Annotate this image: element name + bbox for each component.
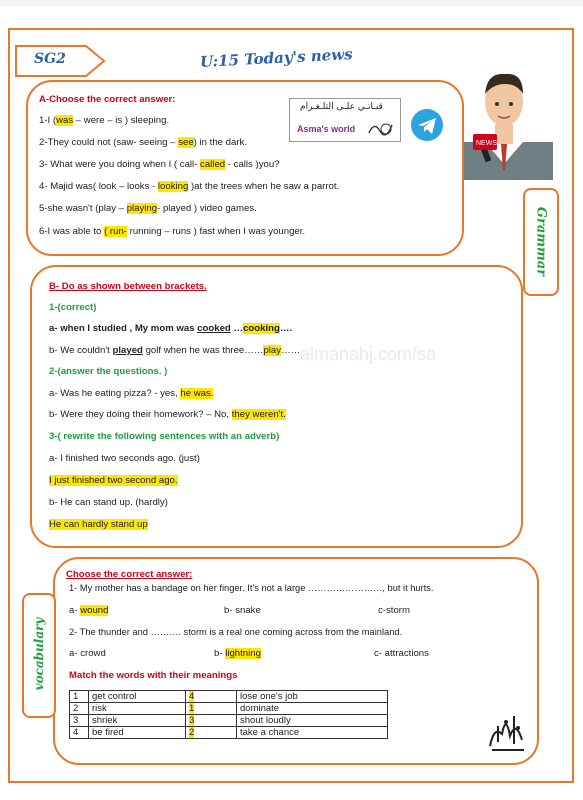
question-a3: [39, 159, 280, 170]
answer-highlight: playing: [126, 203, 158, 214]
answer-cell: [186, 691, 237, 703]
q-text: 6-I was able to: [39, 226, 105, 237]
meaning-cell: take a chance: [237, 727, 388, 739]
section-b-sub2: 2-(answer the questions. ): [49, 366, 168, 377]
underlined-error: cooked: [197, 323, 231, 334]
answer-cell: [186, 715, 237, 727]
question-b2b: [49, 409, 286, 420]
row-number: 4: [70, 727, 89, 739]
question-b1b: [49, 345, 300, 356]
header-tag-text: SG2: [34, 51, 66, 67]
q-text: 1-I (: [39, 115, 57, 126]
option-c1-b: b- snake: [224, 605, 261, 616]
news-reporter-illustration: [455, 64, 553, 180]
match-table: [69, 690, 388, 739]
question-a2: [39, 137, 247, 148]
answer-highlight: see: [178, 137, 194, 148]
question-b2a: [49, 388, 213, 399]
word-cell: risk: [89, 703, 186, 715]
watermark: almanahj.com/sa: [300, 344, 437, 364]
q-text: ….: [279, 323, 293, 334]
q-text: b- We couldn't: [49, 345, 113, 356]
match-heading: Match the words with their meanings: [69, 670, 238, 681]
q-text: 2-They could not (saw- seeing –: [39, 137, 179, 148]
underlined-error: played: [112, 345, 143, 356]
question-b3a: a- I finished two seconds ago. (just): [49, 453, 200, 464]
q-text: ) in the dark.: [193, 137, 247, 148]
answer-highlight: they weren't.: [231, 409, 286, 420]
option-c2-c: c- attractions: [374, 648, 429, 659]
word-cell: shriek: [89, 715, 186, 727]
q-text: - played ) video games.: [157, 203, 257, 214]
section-b-sub3: 3-( rewrite the following sentences with an adverb): [49, 431, 280, 442]
vocabulary-label: vocabulary: [32, 617, 46, 691]
question-a6: [39, 226, 305, 237]
answer-cell: [186, 703, 237, 715]
news-label: NEWS: [476, 140, 497, 147]
signature-logo: [366, 119, 396, 137]
answer-highlight: lightning: [225, 648, 261, 659]
top-strip: [0, 0, 583, 6]
answer-highlight: he was.: [180, 388, 214, 399]
page-title: U:15 Today's news: [199, 45, 353, 71]
question-a4: [39, 181, 339, 192]
q-text: – were – is ) sleeping.: [73, 115, 170, 126]
answer-highlight: ( run-: [104, 226, 127, 237]
section-b-heading: B- Do as shown between brackets.: [49, 281, 207, 292]
option-c1-c: c-storm: [378, 605, 410, 616]
section-b-sub1: 1-(correct): [49, 302, 97, 313]
table-row: [70, 691, 388, 703]
word-cell: get control: [89, 691, 186, 703]
table-row: [70, 703, 388, 715]
meaning-cell: dominate: [237, 703, 388, 715]
branding-name: Asma's world: [297, 124, 356, 134]
question-c1: 1- My mother has a bandage on her finger. It's not a large ……………………, but it hurts.: [69, 583, 434, 593]
answer-highlight: wound: [80, 605, 109, 616]
question-c2: 2- The thunder and ………. storm is a real one coming across from the mainland.: [69, 627, 403, 637]
telegram-icon[interactable]: [410, 108, 444, 142]
row-number: 3: [70, 715, 89, 727]
q-text: …: [230, 323, 244, 334]
meaning-cell: lose one's job: [237, 691, 388, 703]
answer-highlight: looking: [157, 181, 189, 192]
answer-highlight: 3: [189, 715, 195, 726]
question-b3b: b- He can stand up. (hardly): [49, 497, 168, 508]
answer-highlight: called: [200, 159, 226, 170]
q-text: 3- What were you doing when I ( call-: [39, 159, 201, 170]
table-row: [70, 715, 388, 727]
q-text: ……: [281, 345, 301, 356]
q-text: running – runs ) fast when I was younger.: [126, 226, 306, 237]
answer-highlight: play: [263, 345, 282, 356]
meaning-cell: shout loudly: [237, 715, 388, 727]
q-text: b- Were they doing their homework? – No,: [49, 409, 232, 420]
question-a5: [39, 203, 257, 214]
question-b1a: [49, 323, 292, 334]
table-row: [70, 727, 388, 739]
option-c2-b: [214, 648, 261, 659]
word-cell: be fired: [89, 727, 186, 739]
answer-highlight: 1: [189, 703, 195, 714]
branding-arabic: قنـاتـي علـى التلـغـرام: [300, 102, 383, 112]
grammar-label: Grammar: [533, 206, 549, 277]
section-a-heading: A-Choose the correct answer:: [39, 94, 176, 105]
answer-cell: [186, 727, 237, 739]
section-c-heading: Choose the correct answer:: [66, 569, 193, 580]
option-c2-a: a- crowd: [69, 648, 106, 659]
q-text: 5-she wasn't (play –: [39, 203, 127, 214]
answer-highlight: was: [56, 115, 74, 126]
answer-b3b: He can hardly stand up: [49, 519, 148, 530]
answer-b3a: I just finished two second ago.: [49, 475, 178, 486]
question-a1: [39, 115, 169, 126]
answer-highlight: cooking: [243, 323, 280, 334]
q-text: a- when I studied , My mom was: [49, 323, 198, 334]
row-number: 1: [70, 691, 89, 703]
q-text: - calls )you?: [225, 159, 280, 170]
option-prefix: b-: [214, 648, 226, 659]
answer-highlight: 2: [189, 727, 195, 738]
q-text: )at the trees when he saw a parrot.: [188, 181, 340, 192]
row-number: 2: [70, 703, 89, 715]
q-text: golf when he was three……: [142, 345, 264, 356]
answer-highlight: 4: [189, 691, 195, 702]
arabic-calligraphy-logo: [484, 706, 528, 756]
q-text: 4- Majid was( look – looks -: [39, 181, 158, 192]
option-c1-a: [69, 605, 108, 616]
option-prefix: a-: [69, 605, 81, 616]
q-text: a- Was he eating pizza? - yes,: [49, 388, 181, 399]
